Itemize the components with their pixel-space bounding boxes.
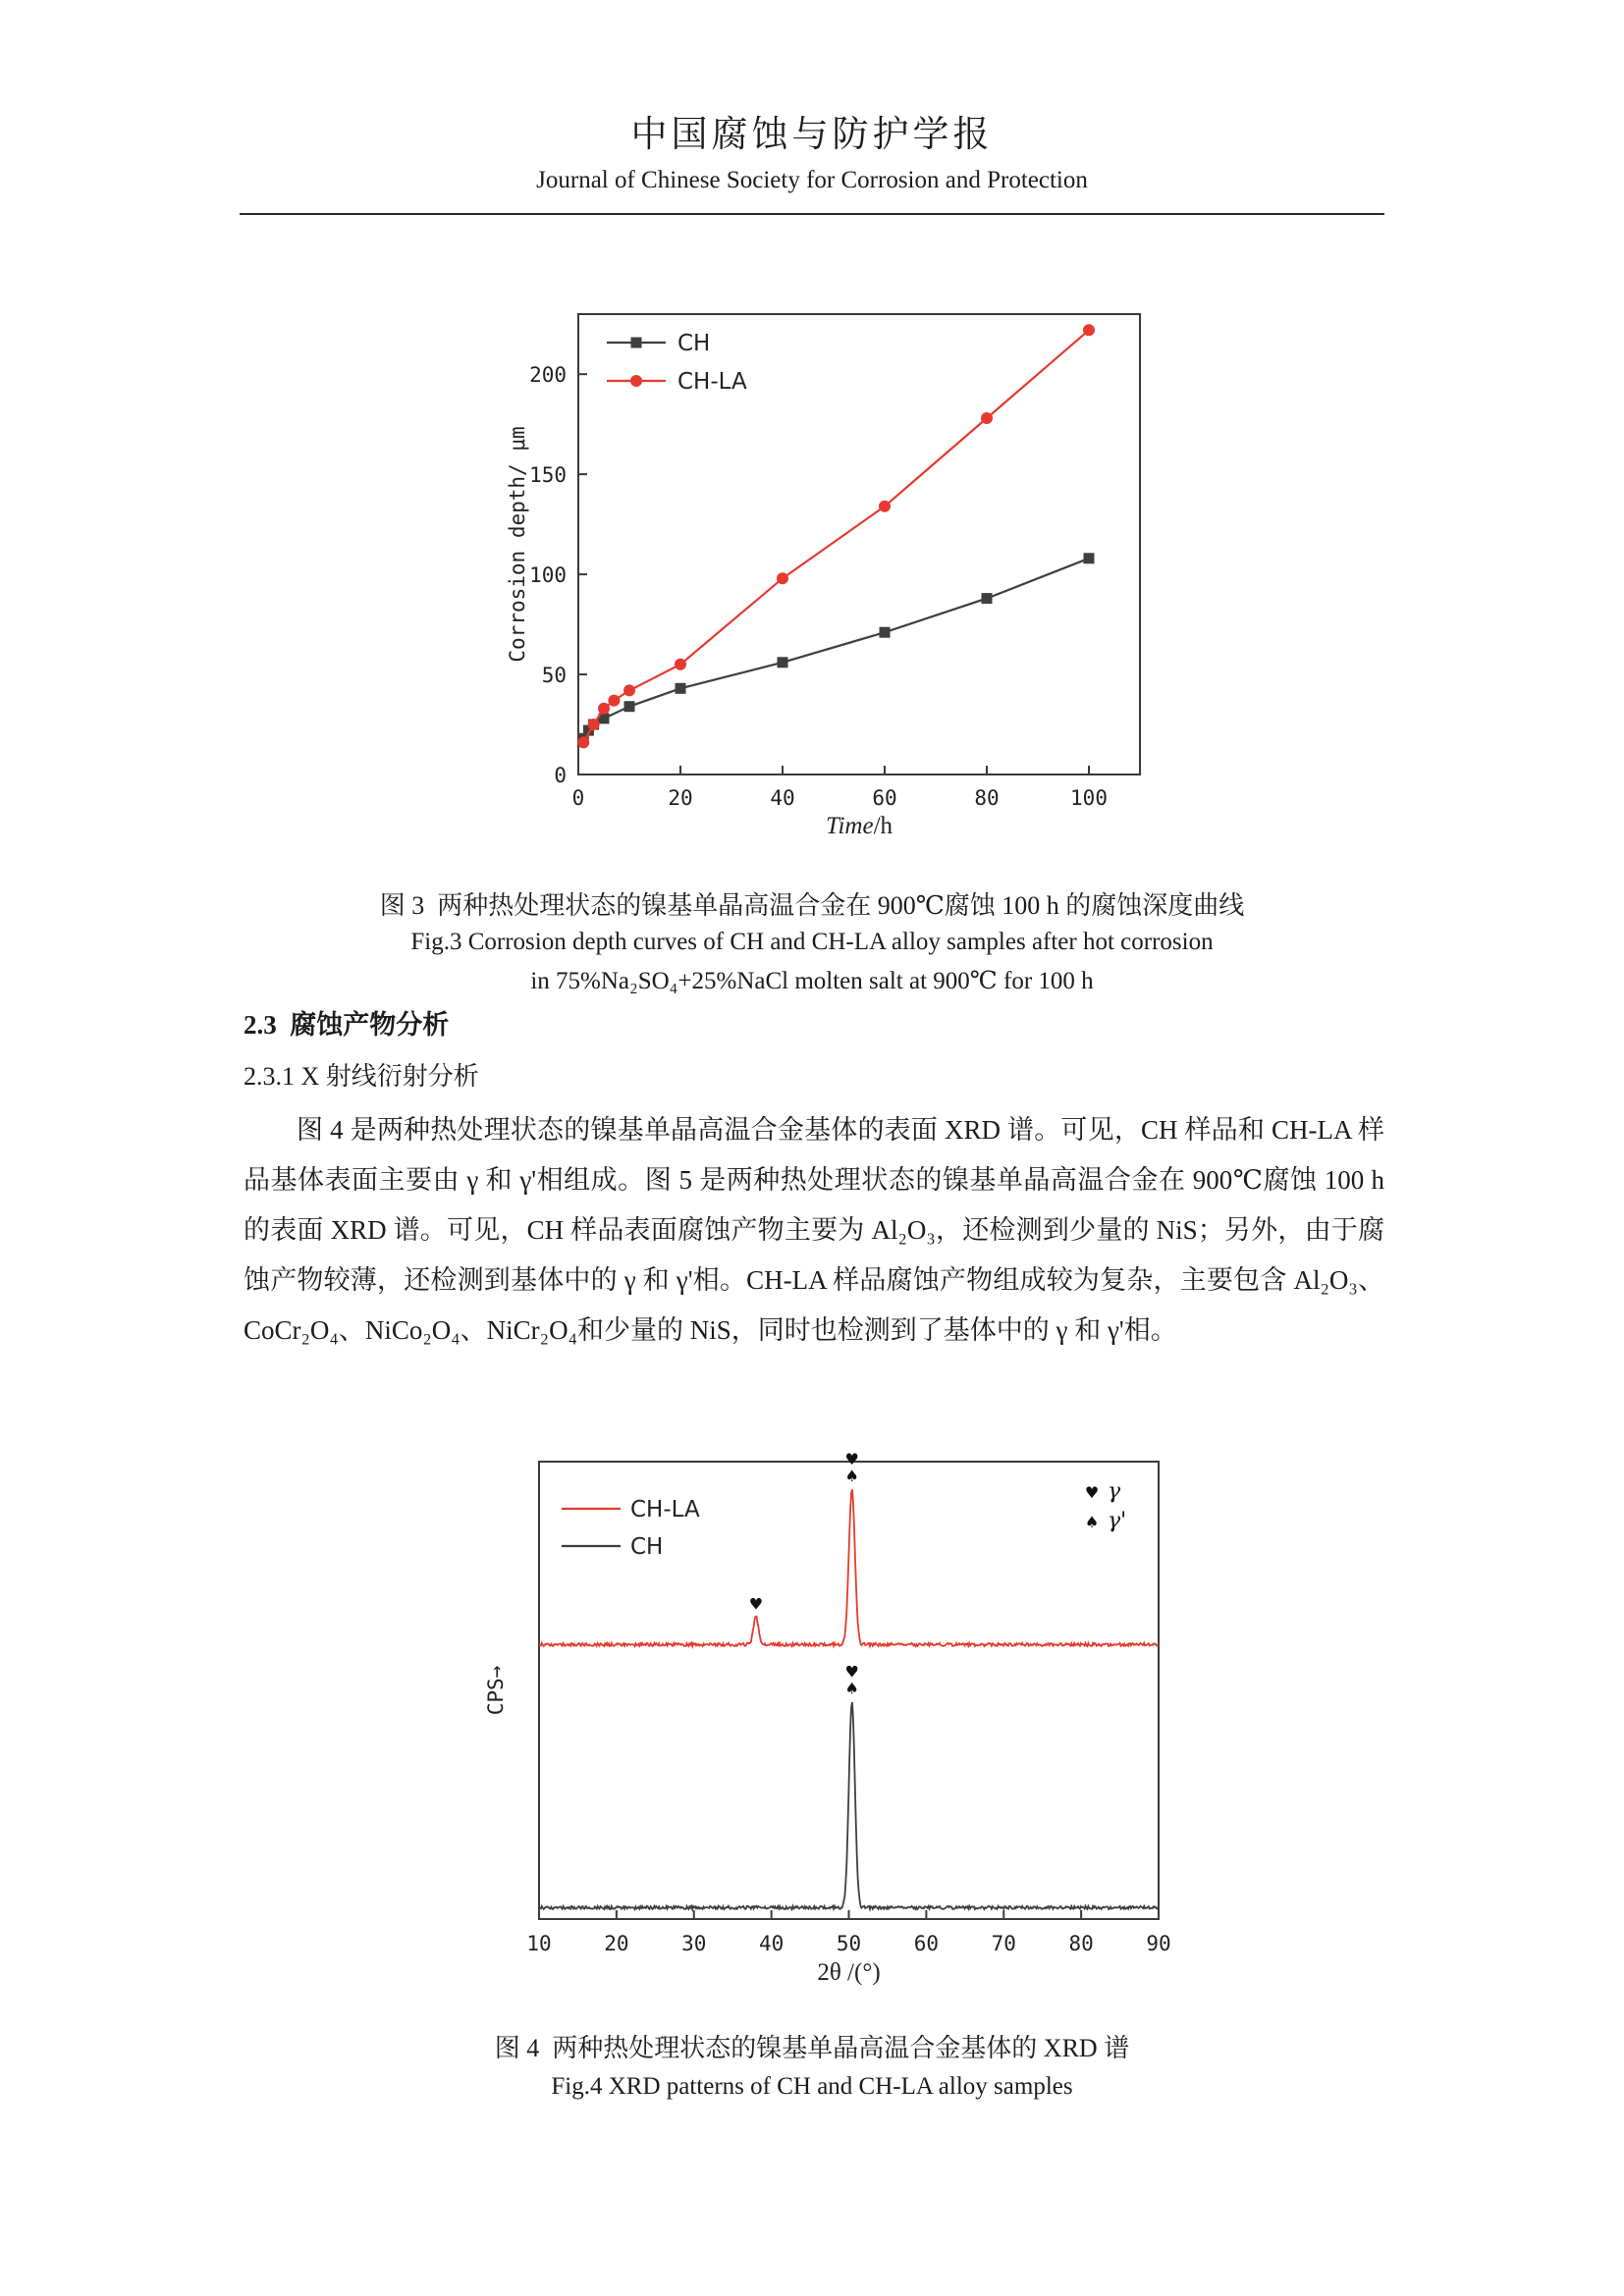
journal-title-en: Journal of Chinese Society for Corrosion and Protection [536, 167, 1088, 193]
legend [607, 331, 747, 395]
svg-text:♠: ♠ [844, 1679, 859, 1698]
plot-frame [578, 314, 1140, 774]
svg-text:♥: ♥ [844, 1450, 859, 1468]
svg-text:♥: ♥ [748, 1594, 764, 1614]
svg-text:♥: ♥ [1084, 1483, 1100, 1502]
y-axis-label: CPS→ [484, 1665, 508, 1716]
svg-text:♥: ♥ [844, 1662, 859, 1682]
svg-text:40: 40 [770, 786, 795, 810]
phase-marker-legend [1085, 1479, 1126, 1533]
svg-text:80: 80 [1068, 1932, 1094, 1955]
svg-text:20: 20 [604, 1932, 629, 1955]
legend [562, 1497, 700, 1560]
section-heading-2-3-1: 2.3.1 X 射线衍射分析 [244, 1062, 479, 1091]
section-heading-2-3: 2.3 腐蚀产物分析 [244, 1010, 450, 1040]
svg-text:0: 0 [554, 764, 567, 787]
svg-text:10: 10 [526, 1932, 552, 1955]
svg-text:♠: ♠ [844, 1467, 859, 1485]
svg-text:30: 30 [681, 1932, 707, 1955]
svg-text:0: 0 [571, 786, 585, 810]
svg-text:80: 80 [974, 786, 1000, 810]
figure4-caption-zh: 图 4 两种热处理状态的镍基单晶高温合金基体的 XRD 谱 [494, 2034, 1130, 2062]
body-paragraph: 图 4 是两种热处理状态的镍基单晶高温合金基体的表面 XRD 谱。可见，CH 样品和 CH-LA 样品基体表面主要由 γ 和 γ'相组成。图 5 是两种热处理状态的镍基单晶高温合金在 900℃腐蚀 100 h 的表面 XRD 谱。可见，CH 样品表面腐蚀产物主要为 Al₂O₃，还检测到少量的 NiS；另外，由于腐蚀产物较薄，还检测到基体中的 γ 和 γ'相。CH-LA 样品腐蚀产物组成较为复杂，主要包含 Al₂O₃、CoCr₂O₄、NiCo₂O₄、NiCr₂O₄和少量的 NiS，同时也检测到了基体中的 γ 和 γ'相。 [244, 1115, 1384, 1345]
x-axis-label: Time/h [825, 813, 893, 839]
svg-text:CH: CH [677, 331, 711, 356]
figure3-caption-zh: 图 3 两种热处理状态的镍基单晶高温合金在 900℃腐蚀 100 h 的腐蚀深度曲线 [379, 891, 1245, 920]
series-CH [578, 553, 1095, 744]
header-divider [240, 213, 1384, 215]
svg-text:60: 60 [872, 786, 897, 810]
corrosion-depth-chart [491, 294, 1159, 854]
svg-text:50: 50 [541, 664, 567, 688]
xrd-chart [471, 1433, 1198, 2022]
svg-text:CH: CH [630, 1534, 664, 1560]
figure3-caption-en-line1: Fig.3 Corrosion depth curves of CH and CH-LA alloy samples after hot corrosion [410, 929, 1214, 955]
journal-title-zh: 中国腐蚀与防护学报 [630, 115, 994, 155]
svg-text:40: 40 [758, 1932, 785, 1955]
svg-text:200: 200 [529, 363, 567, 388]
svg-text:γ: γ [1108, 1479, 1121, 1504]
xrd-curve-CH [539, 1663, 1158, 1909]
svg-text:90: 90 [1146, 1932, 1171, 1955]
svg-text:70: 70 [991, 1932, 1016, 1955]
x-axis-label: 2θ /(°) [817, 1959, 881, 1986]
figure4-caption-en: Fig.4 XRD patterns of CH and CH-LA alloy samples [551, 2073, 1073, 2100]
svg-text:50: 50 [836, 1932, 862, 1955]
svg-text:100: 100 [1070, 786, 1108, 810]
svg-text:CH-LA: CH-LA [630, 1497, 700, 1522]
svg-text:♠: ♠ [1084, 1513, 1100, 1531]
x-axis-ticks [526, 1910, 1170, 1955]
x-axis-ticks [572, 766, 1108, 810]
svg-text:60: 60 [913, 1932, 940, 1955]
svg-text:100: 100 [529, 563, 567, 588]
svg-text:γ': γ' [1108, 1509, 1127, 1533]
series-CH-LA [577, 324, 1095, 748]
y-axis-label: Corrosion depth/ μm [506, 426, 529, 663]
svg-text:150: 150 [529, 463, 567, 488]
figure3-caption-en-line2: in 75%Na₂SO₄+25%NaCl molten salt at 900℃ for 100 h [530, 968, 1094, 994]
svg-text:20: 20 [668, 786, 693, 810]
svg-text:CH-LA: CH-LA [677, 369, 747, 395]
